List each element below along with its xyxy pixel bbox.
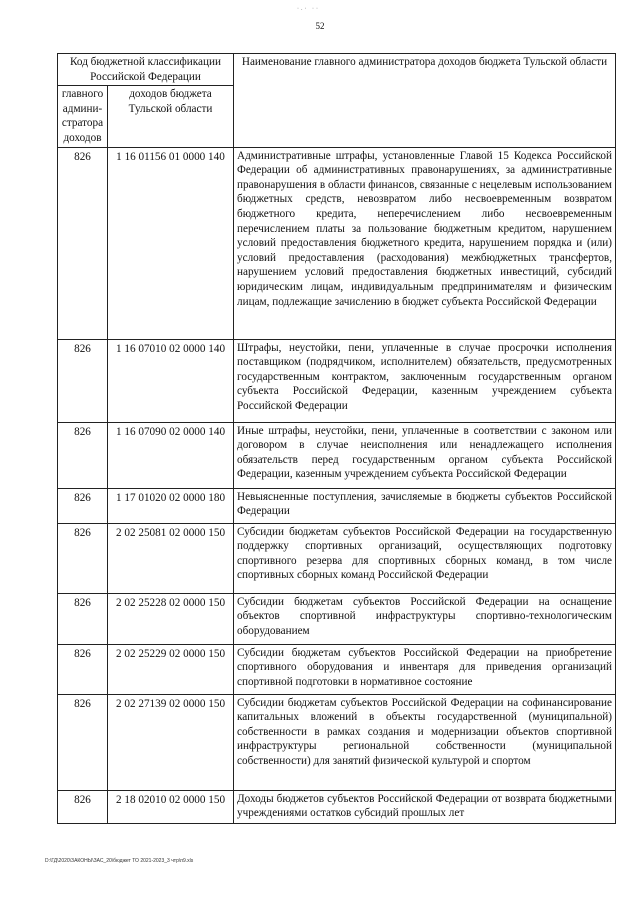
- classification-code-cell: 1 16 07010 02 0000 140: [108, 339, 234, 422]
- classification-code-cell: 1 17 01020 02 0000 180: [108, 488, 234, 523]
- classification-code-cell: 2 02 25228 02 0000 150: [108, 593, 234, 644]
- income-name-cell: Субсидии бюджетам субъектов Российской Федерации на оснащение объектов спортивной инфраструктуры спортивно-технологическим оборудованием: [234, 593, 616, 644]
- classification-code-cell: 2 02 27139 02 0000 150: [108, 694, 234, 790]
- file-path-footer: D:\ГД\2020\ЗАКОНЫ\ЗАС_20\бюджет ТО 2021-2023_3 чтр\п9.xls: [45, 858, 194, 864]
- income-name-cell: Невыясненные поступления, зачисляемые в бюджеты субъектов Российской Федерации: [234, 488, 616, 523]
- income-name-cell: Доходы бюджетов субъектов Российской Федерации от возврата бюджетными учреждениями остатков субсидий прошлых лет: [234, 790, 616, 823]
- admin-column-header: главного админи-стратора доходов: [58, 86, 108, 147]
- classification-code-cell: 1 16 07090 02 0000 140: [108, 422, 234, 488]
- admin-code-cell: 826: [58, 339, 108, 422]
- admin-code-cell: 826: [58, 147, 108, 339]
- income-column-header: доходов бюджета Тульской области: [108, 86, 234, 147]
- classification-code-cell: 1 16 01156 01 0000 140: [108, 147, 234, 339]
- scan-artifact: ·.· ··: [297, 6, 320, 12]
- table-row: [58, 147, 616, 339]
- admin-code-cell: 826: [58, 694, 108, 790]
- classification-code-cell: 2 18 02010 02 0000 150: [108, 790, 234, 823]
- admin-code-cell: 826: [58, 488, 108, 523]
- table-header-row: [58, 54, 616, 86]
- admin-code-cell: 826: [58, 422, 108, 488]
- income-name-cell: Субсидии бюджетам субъектов Российской Федерации на государственную поддержку спортивных организаций, осуществляющих подготовку спортивного резерва для спортивных сборных команд, в том числе спортивных сборных команд Российской Федерации: [234, 523, 616, 593]
- page-number: 52: [315, 21, 325, 31]
- income-name-cell: Административные штрафы, установленные Главой 15 Кодекса Российской Федерации об административных правонарушениях, за административные правонарушения в области финансов, связанные с нецелевым использованием бюджетных средств, невозвратом либо несвоевременным возвратом бюджетного кредита, неперечислением либо несвоевременным перечислением платы за пользование бюджетным кредитом, нарушением условий предоставления бюджетного кредита, нарушением порядка и (или) условий предоставления (расходования) межбюджетных трансфертов, нарушением условий предоставления бюджетных инвестиций, субсидий юридическим лицам, индивидуальным предпринимателям и физическим лицам, подлежащие зачислению в бюджет субъекта Российской Федерации: [234, 147, 616, 339]
- admin-code-cell: 826: [58, 593, 108, 644]
- admin-code-cell: 826: [58, 644, 108, 694]
- classification-code-cell: 2 02 25229 02 0000 150: [108, 644, 234, 694]
- income-name-cell: Иные штрафы, неустойки, пени, уплаченные в соответствии с законом или договором в случае неисполнения или ненадлежащего исполнения обязательств перед государственным органом субъекта Российской Федерации, казенным учреждением субъекта Российской Федерации: [234, 422, 616, 488]
- income-name-cell: Субсидии бюджетам субъектов Российской Федерации на софинансирование капитальных вложений в объекты государственной (муниципальной) собственности в рамках создания и модернизации объектов спортивной инфраструктуры региональной собственности (муниципальной собственности) для занятий физической культурой и спортом: [234, 694, 616, 790]
- table-row: [58, 790, 616, 823]
- table-row: [58, 644, 616, 694]
- income-name-cell: Субсидии бюджетам субъектов Российской Федерации на приобретение спортивного оборудования и инвентаря для приведения организаций спортивной подготовки в нормативное состояние: [234, 644, 616, 694]
- admin-code-cell: 826: [58, 523, 108, 593]
- admin-code-cell: 826: [58, 790, 108, 823]
- table-row: [58, 422, 616, 488]
- classification-code-cell: 2 02 25081 02 0000 150: [108, 523, 234, 593]
- table-row: [58, 488, 616, 523]
- budget-classification-table: [57, 53, 616, 824]
- name-column-header: Наименование главного администратора доходов бюджета Тульской области: [234, 54, 616, 148]
- table-row: [58, 523, 616, 593]
- income-name-cell: Штрафы, неустойки, пени, уплаченные в случае просрочки исполнения поставщиком (подрядчиком, исполнителем) обязательств, предусмотренных государственным контрактом, заключенным государственным органом субъекта Российской Федерации, казенным учреждением субъекта Российской Федерации: [234, 339, 616, 422]
- code-group-header: Код бюджетной классификации Российской Федерации: [58, 54, 234, 86]
- table-row: [58, 694, 616, 790]
- table-row: [58, 593, 616, 644]
- table-row: [58, 339, 616, 422]
